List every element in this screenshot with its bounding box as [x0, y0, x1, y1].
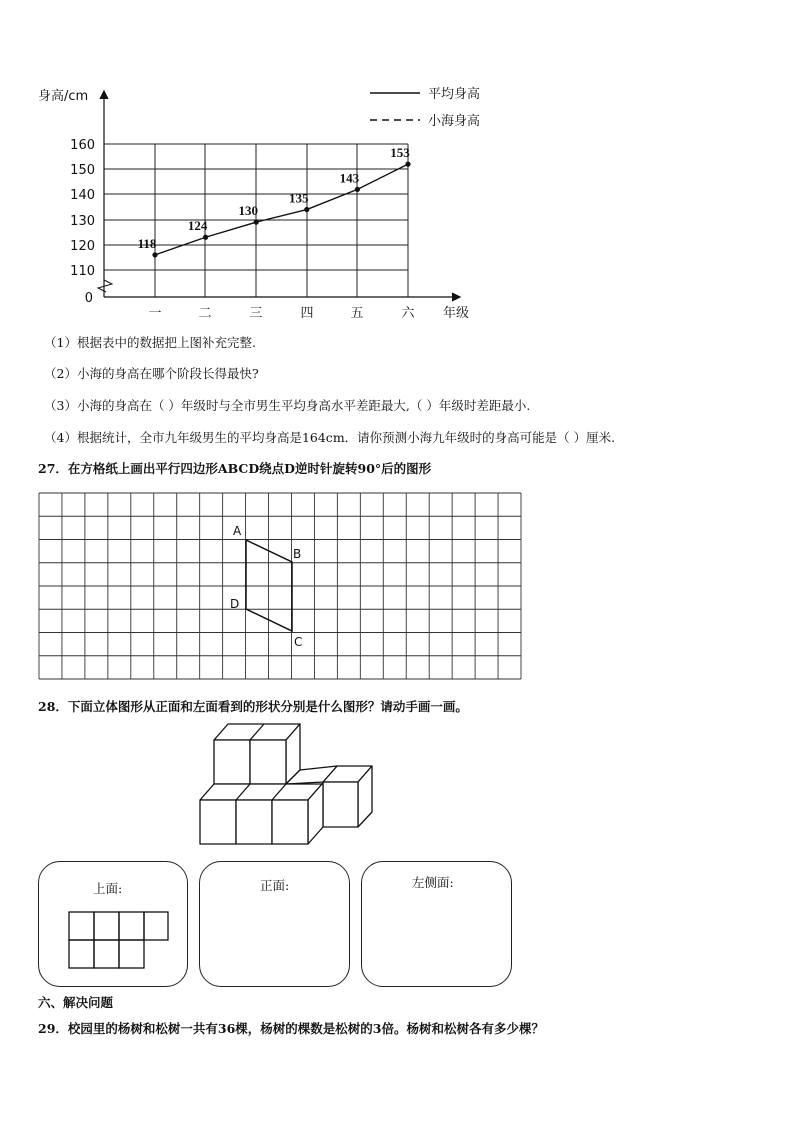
front-view-label: 正面:	[260, 878, 290, 893]
data-point	[405, 162, 410, 167]
question-26-3: （3）小海的身高在（ ）年级时与全市男生平均身高水平差距最大,（ ）年级时差距最小.	[44, 398, 531, 413]
top-view-drawing	[68, 910, 170, 972]
x-tick-label: 三	[249, 306, 263, 321]
legend-label-xiaohai: 小海身高	[428, 114, 481, 129]
question-26-2: （2）小海的身高在哪个阶段长得最快?	[44, 366, 259, 381]
x-tick-label: 一	[148, 306, 162, 321]
point-label-c: C	[294, 635, 303, 649]
data-point	[355, 187, 360, 192]
chart-series-layer	[138, 145, 411, 257]
question-26-4: （4）根据统计，全市九年级男生的平均身高是164cm．请你预测小海九年级时的身高可能是（ ）厘米.	[44, 430, 616, 445]
question-27: 27．在方格纸上画出平行四边形ABCD绕点D逆时针旋转90°后的图形	[38, 461, 432, 476]
data-point	[254, 220, 259, 225]
y-tick-label: 140	[70, 188, 95, 203]
question-29: 29．校园里的杨树和松树一共有36棵，杨树的棵数是松树的3倍。杨树和松树各有多少棵？	[38, 1021, 544, 1036]
x-axis-label: 年级	[443, 306, 470, 321]
point-label-a: A	[233, 524, 242, 538]
height-line-chart	[0, 0, 794, 330]
axis-break-mark	[98, 280, 112, 292]
left-view-label: 左侧面:	[412, 875, 454, 890]
y-tick-labels	[70, 138, 95, 306]
data-label: 118	[137, 235, 157, 251]
data-label: 143	[339, 170, 360, 186]
y-tick-label: 120	[70, 239, 95, 254]
data-point	[203, 235, 208, 240]
x-tick-labels	[148, 306, 415, 321]
x-tick-label: 六	[401, 306, 415, 321]
section-6-heading: 六、解决问题	[38, 995, 114, 1010]
data-label: 135	[289, 190, 309, 206]
top-view-label: 上面:	[93, 881, 123, 896]
y-tick-label: 150	[70, 163, 95, 178]
y-tick-label: 110	[70, 264, 95, 279]
y-tick-label: 0	[84, 291, 93, 306]
front-view-panel[interactable]	[199, 861, 350, 987]
parallelogram-abcd	[246, 540, 292, 631]
data-point	[304, 207, 309, 212]
y-tick-label: 130	[70, 214, 95, 229]
data-label: 153	[390, 145, 410, 161]
x-tick-label: 二	[198, 306, 212, 321]
grid-lines	[39, 493, 521, 679]
series-line-average	[155, 164, 408, 255]
point-label-b: B	[293, 547, 302, 561]
cube-solid-figure	[190, 720, 390, 850]
question-28: 28．下面立体图形从正面和左面看到的形状分别是什么图形？请动手画一画。	[38, 699, 468, 714]
data-point	[152, 252, 157, 257]
question-26-1: （1）根据表中的数据把上图补充完整.	[44, 335, 256, 350]
chart-legend	[370, 86, 480, 129]
y-axis-label: 身高/cm	[38, 89, 89, 104]
left-view-panel[interactable]	[361, 861, 512, 987]
grid-paper[interactable]	[38, 492, 522, 680]
y-tick-label: 160	[70, 138, 95, 153]
data-label: 130	[238, 203, 258, 219]
data-label: 124	[187, 218, 208, 234]
x-tick-label: 四	[300, 306, 314, 321]
top-view-panel	[38, 861, 188, 987]
x-tick-label: 五	[350, 306, 364, 321]
legend-label-average: 平均身高	[428, 87, 481, 102]
point-label-d: D	[230, 597, 240, 611]
